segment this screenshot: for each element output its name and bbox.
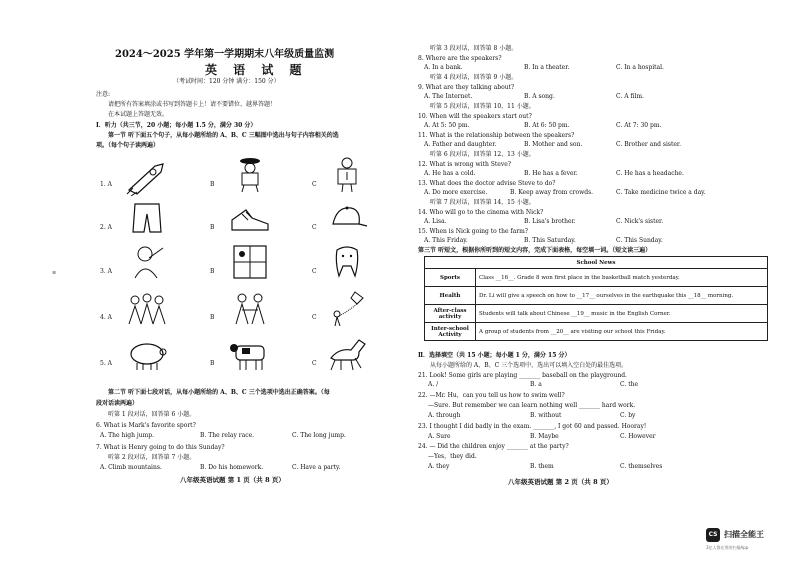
table-row <box>425 305 768 323</box>
q21-option-a: A. / <box>428 381 439 388</box>
q6-option-a: A. The high jump. <box>100 432 155 439</box>
exam-title: 2024～2025 学年第一学期期末八年级质量监测 <box>115 49 335 60</box>
q7-option-a: A. Climb mountains. <box>100 464 162 471</box>
question-24: 24. — Did the children enjoy _______ at the party? <box>418 443 569 450</box>
q23-option-b: B. Maybe <box>530 433 559 440</box>
q13-option-a: A. Do more exercise. <box>424 189 488 196</box>
rocket-drawing <box>125 160 169 196</box>
q11-option-b: B. Mother and son. <box>524 141 583 148</box>
tooth-drawing <box>325 244 369 280</box>
row-content: Students will talk about Chinese __19__ music in the English Corner. <box>476 305 768 323</box>
table-row <box>425 269 768 287</box>
page-footer-1: 八年级英语试题 第 1 页（共 8 页） <box>180 476 285 484</box>
horse-drawing <box>325 336 369 372</box>
question-6: 6. What is Mark's favorite sport? <box>96 422 196 429</box>
boy-with-toothbrush-drawing <box>125 244 169 280</box>
q24-option-a: A. they <box>428 463 450 470</box>
q7-option-b: B. Do his homework. <box>200 464 264 471</box>
q12-option-c: C. He has a headache. <box>616 170 684 177</box>
scanner-app-logo: CS <box>706 528 720 542</box>
option-c-label: C <box>312 268 317 275</box>
sneakers-drawing <box>228 200 272 236</box>
row-content: A group of students from __20__ are visiting our school this Friday. <box>476 323 768 341</box>
q8-option-b: B. In a theater. <box>524 64 570 71</box>
q9-option-a: A. The Internet. <box>424 93 473 100</box>
section1-heading-cont: 项。（每个句子读两遍） <box>96 142 160 149</box>
question-22: 22. —Mr. Hu，can you tell us how to swim well? <box>418 392 565 399</box>
question-24-line2: —Yes，they did. <box>428 453 477 460</box>
option-c-label: C <box>312 360 317 367</box>
q14-option-a: A. Lisa. <box>424 218 447 225</box>
option-b-label: B <box>210 268 215 275</box>
question-10: 10. When will the speakers start out? <box>418 113 532 120</box>
school-news-table <box>424 256 768 341</box>
pig-drawing <box>125 336 169 372</box>
q10-option-c: C. At 7: 30 pm. <box>616 122 662 129</box>
q21-option-c: C. the <box>620 381 639 388</box>
question-13: 13. What does the doctor advise Steve to do? <box>418 180 556 187</box>
item-label: 1. A <box>100 181 112 188</box>
q7-option-c: C. Have a party. <box>292 464 341 471</box>
row-category: Health <box>425 287 476 305</box>
item-label: 2. A <box>100 224 112 231</box>
q13-option-c: C. Take medicine twice a day. <box>616 189 706 196</box>
question-7: 7. What is Henry going to do this Sunday? <box>96 444 225 451</box>
q24-option-b: B. them <box>530 463 554 470</box>
part1-heading: Ⅰ．听力（共三节，20 小题；每小题 1.5 分，满分 30 分） <box>96 122 257 129</box>
listen-instruction-5: 听第 5 段对话，回答第 10、11 小题。 <box>430 103 535 110</box>
item-label: 5. A <box>100 360 112 367</box>
family-gathering-drawing <box>125 290 169 326</box>
row-category: Inter-school Activity <box>425 323 476 341</box>
q15-option-c: C. This Sunday. <box>616 237 663 244</box>
question-14: 14. Who will go to the cinema with Nick? <box>418 209 544 216</box>
section2-heading: 第二节 听下面七段对话，从每小题所给的 A、B、C 三个选项中选出正确答案。（每 <box>108 389 330 396</box>
subject-title: 英 语 试 题 <box>205 63 308 77</box>
q8-option-c: C. In a hospital. <box>616 64 664 71</box>
row-content: Class __16__. Grade 8 won first place in the basketball match yesterday. <box>476 269 768 287</box>
question-11: 11. What is the relationship between the speakers? <box>418 132 575 139</box>
scanner-app-tagline: 3亿人都在用的扫描App <box>706 545 749 550</box>
listen-instruction-6: 听第 6 段对话，回答第 12、13 小题。 <box>430 151 535 158</box>
q6-option-c: C. The long jump. <box>292 432 346 439</box>
kite-flying-drawing <box>325 290 369 326</box>
item-label: 3. A <box>100 268 112 275</box>
section3-heading: 第三节 听短文，根据你所听到的短文内容，完成下面表格，每空填一词。（短文读三遍） <box>418 247 652 254</box>
page-footer-2: 八年级英语试题 第 2 页（共 8 页） <box>508 478 613 486</box>
window-drawing <box>228 244 272 280</box>
cap-drawing <box>325 200 369 236</box>
item-label: 4. A <box>100 314 112 321</box>
police-officer-drawing <box>228 156 272 192</box>
q22-option-a: A. through <box>428 412 461 419</box>
section1-heading: 第一节 听下面五个句子，从每小题所给的 A、B、C 三幅图中选出与句子内容相关的选 <box>108 132 339 139</box>
notice-label: 注意: <box>96 91 111 98</box>
q14-option-c: C. Nick's sister. <box>616 218 664 225</box>
shorts-drawing <box>125 200 169 236</box>
q15-option-a: A. This Friday. <box>424 237 468 244</box>
section2-heading-cont: 段对话读两遍） <box>96 400 139 407</box>
listen-instruction-1: 听第 1 段对话，回答第 6 小题。 <box>108 411 196 418</box>
q11-option-a: A. Father and daughter. <box>424 141 497 148</box>
q22-option-c: C. by <box>620 412 636 419</box>
question-21: 21. Look! Some girls are playing _______ baseball on the playground. <box>418 372 627 379</box>
listen-instruction-7: 听第 7 段对话，回答第 14、15 小题。 <box>430 199 535 206</box>
q9-option-c: C. A film. <box>616 93 644 100</box>
listen-instruction-2: 听第 2 段对话，回答第 7 小题。 <box>108 454 196 461</box>
option-c-label: C <box>312 224 317 231</box>
question-8: 8. Where are the speakers? <box>418 55 502 62</box>
q21-option-b: B. a <box>530 381 542 388</box>
question-9: 9. What are they talking about? <box>418 84 515 91</box>
doctor-drawing <box>325 156 369 192</box>
q24-option-c: C. themselves <box>620 463 663 470</box>
cow-drawing <box>228 336 272 372</box>
row-category: After-class activity <box>425 305 476 323</box>
scanner-app-name: 扫描全能王 <box>724 530 764 539</box>
q8-option-a: A. In a bank. <box>424 64 463 71</box>
option-c-label: C <box>312 314 317 321</box>
q10-option-b: B. At 6: 50 pm. <box>524 122 570 129</box>
option-b-label: B <box>210 224 215 231</box>
option-c-label: C <box>312 181 317 188</box>
option-b-label: B <box>210 181 215 188</box>
part2-intro: 从每小题所给的 A、B、C 三个选项中，选出可以填入空白处的最佳选项。 <box>430 362 628 369</box>
question-22-line2: —Sure. But remember we can learn nothing well _______ hard work. <box>428 402 636 409</box>
q11-option-c: C. Brother and sister. <box>616 141 682 148</box>
binding-mark: ≡ <box>52 270 57 276</box>
children-playing-drawing <box>228 290 272 326</box>
row-category: Sports <box>425 269 476 287</box>
notice-1: 请把所有答案填涂或书写到答题卡上！请不要错位、越界答题！ <box>108 101 277 108</box>
q22-option-b: B. without <box>530 412 562 419</box>
exam-info: （考试时间：120 分钟 满分：150 分） <box>173 78 280 85</box>
option-b-label: B <box>210 314 215 321</box>
q12-option-a: A. He has a cold. <box>424 170 476 177</box>
question-12: 12. What is wrong with Steve? <box>418 161 511 168</box>
question-23: 23. I thought I did badly in the exam. _______, I got 60 and passed. Hooray! <box>418 423 647 430</box>
q23-option-c: C. However <box>620 433 656 440</box>
q23-option-a: A. Sure <box>428 433 451 440</box>
table-title: School News <box>425 257 768 269</box>
row-content: Dr. Li will give a speech on how to __17__ ourselves in the earthquake this __18__ morning. <box>476 287 768 305</box>
q13-option-b: B. Keep away from crowds. <box>510 189 594 196</box>
q10-option-a: A. At 5: 50 pm. <box>424 122 470 129</box>
table-row <box>425 287 768 305</box>
table-row <box>425 323 768 341</box>
option-b-label: B <box>210 360 215 367</box>
question-15: 15. When is Nick going to the farm? <box>418 228 529 235</box>
part2-heading: Ⅱ．选择填空（共 15 小题；每小题 1 分，满分 15 分） <box>418 352 571 359</box>
q15-option-b: B. This Saturday. <box>524 237 576 244</box>
notice-2: 在本试题上答题无效。 <box>108 111 169 118</box>
listen-instruction-4: 听第 4 段对话，回答第 9 小题。 <box>430 74 518 81</box>
listen-instruction-3: 听第 3 段对话，回答第 8 小题。 <box>430 45 518 52</box>
q14-option-b: B. Lisa's brother. <box>524 218 576 225</box>
q9-option-b: B. A song. <box>524 93 555 100</box>
q6-option-b: B. The relay race. <box>200 432 255 439</box>
q12-option-b: B. He has a fever. <box>524 170 578 177</box>
